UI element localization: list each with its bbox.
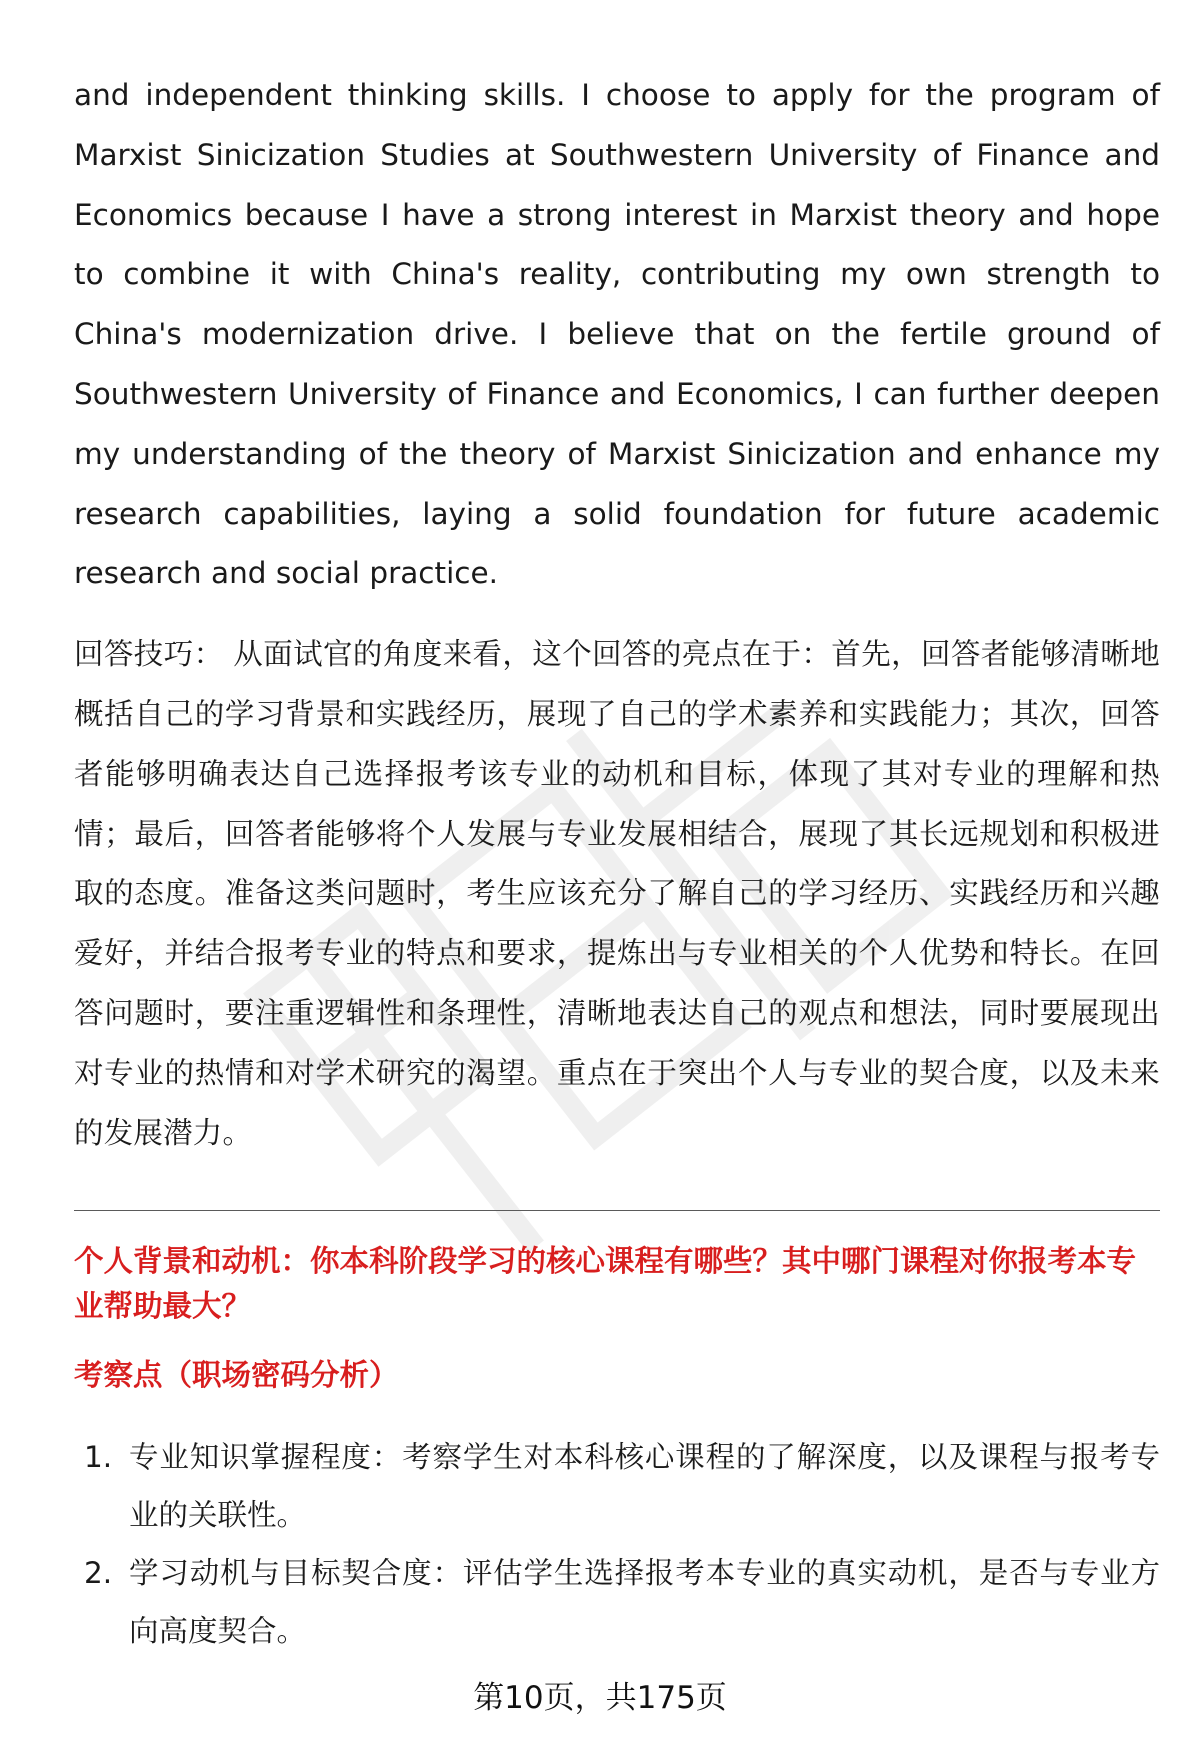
list-item: [74, 1428, 1160, 1544]
document-page: [74, 66, 1160, 1660]
answer-tips: [74, 625, 1160, 1163]
list-item-text: 专业知识掌握程度：考察学生对本科核心课程的了解深度，以及课程与报考专业的关联性。: [129, 1440, 1160, 1533]
tips-text: 从面试官的角度来看，这个回答的亮点在于：首先，回答者能够清晰地概括自己的学习背景和实践经历，展现了自己的学术素养和实践能力；其次，回答者能够明确表达自己选择报考该专业的动机和目标，体现了其对专业的理解和热情；最后，回答者能够将个人发展与专业发展相结合，展现了其长远规划和积极进取的态度。准备这类问题时，考生应该充分了解自己的学习经历、实践经历和兴趣爱好，并结合报考专业的特点和要求，提炼出与专业相关的个人优势和特长。在回答问题时，要注重逻辑性和条理性，清晰地表达自己的观点和想法，同时要展现出对专业的热情和对学术研究的渴望。重点在于突出个人与专业的契合度，以及未来的发展潜力。: [74, 637, 1160, 1150]
body-paragraph: and independent thinking skills. I choose to apply for the program of Marxist Sinicization Studies at Southwestern University of Finance and Economics because I have a strong interest in Marxist theory and hope to combine it with China's reality, contributing my own strength to China's modernization drive. I believe that on the fertile ground of Southwestern University of Finance and Economics, I can further deepen my understanding of the theory of Marxist Sinicization and enhance my research capabilities, laying a solid foundation for future academic research and social practice.: [74, 78, 1160, 591]
list-item: [74, 1544, 1160, 1660]
tips-label: 回答技巧：: [74, 637, 224, 672]
list-item-number: 1.: [84, 1440, 113, 1475]
assessment-subheading: 考察点（职场密码分析）: [74, 1358, 399, 1393]
section-divider: [74, 1210, 1160, 1211]
list-item-number: 2.: [84, 1556, 113, 1591]
page-number-footer: 第10页，共175页: [473, 1680, 727, 1716]
list-item-text: 学习动机与目标契合度：评估学生选择报考本专业的真实动机，是否与专业方向高度契合。: [129, 1556, 1160, 1649]
question-title: 个人背景和动机：你本科阶段学习的核心课程有哪些？其中哪门课程对你报考本专业帮助最大？: [74, 1244, 1137, 1324]
assessment-points-list: [74, 1428, 1160, 1660]
